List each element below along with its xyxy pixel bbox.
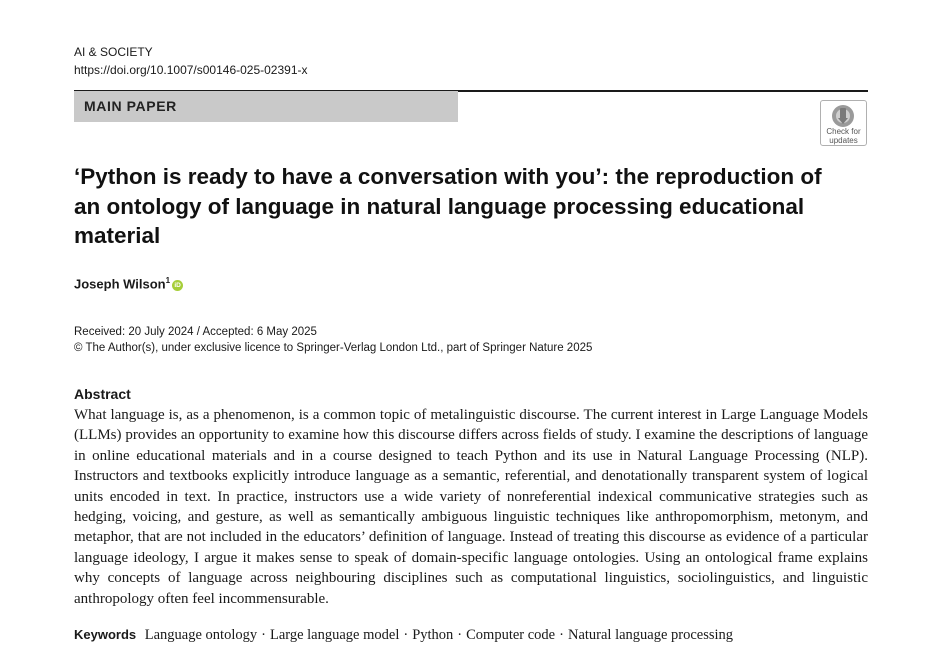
article-dates: Received: 20 July 2024 / Accepted: 6 May 2025 <box>74 326 317 338</box>
check-for-updates-label <box>821 127 866 145</box>
check-for-updates-icon <box>831 104 855 128</box>
keyword-item: Language ontology <box>144 627 258 643</box>
doi-link[interactable]: https://doi.org/10.1007/s00146-025-02391-x <box>74 63 308 77</box>
copyright-notice: © The Author(s), under exclusive licence to Springer-Verlag London Ltd., part of Springer Nature 2025 <box>74 342 593 354</box>
keyword-separator: · <box>261 627 266 643</box>
author-line <box>74 276 183 291</box>
abstract-heading: Abstract <box>74 386 131 402</box>
author-name[interactable]: Joseph Wilson <box>74 276 166 292</box>
check-for-updates-badge[interactable] <box>820 100 867 146</box>
keyword-item: Natural language processing <box>567 627 734 643</box>
orcid-icon[interactable]: iD <box>172 280 183 291</box>
section-band <box>74 91 458 122</box>
article-title: ‘Python is ready to have a conversation with you’: the reproduction of an ontology of language in natural language processing educational material <box>74 164 822 248</box>
keyword-item: Large language model <box>269 627 400 643</box>
keyword-separator: · <box>457 627 463 643</box>
keyword-item: Python <box>412 627 454 643</box>
keywords-label: Keywords <box>74 627 137 642</box>
author-affiliation-mark: 1 <box>165 276 171 285</box>
journal-name: AI & SOCIETY <box>74 45 153 59</box>
keyword-separator: · <box>403 627 409 643</box>
check-for-updates-line2: updates <box>829 136 858 145</box>
check-for-updates-line1: Check for <box>826 127 861 136</box>
keyword-item: Computer code <box>466 627 556 643</box>
abstract-text: What language is, as a phenomenon, is a common topic of metalinguistic discourse. The current interest in Large Language Models (LLMs) provides an opportunity to examine how this discourse differs across fields of study. I examine the descriptions of language in online educational materials and in a course designed to teach Python and its use in Natural Language Processing (NLP). Instructors and textbooks explicitly introduce language as a semantic, referential, and denotationally transparent system of logical units encoded in text. In practice, instructors use a wide variety of nonreferential indexical communicative strategies such as hedging, voicing, and gesture, as well as semantically ambiguous linguistic techniques like anthropomorphism, metonym, and metaphor, that are not included in the educators’ definition of language. Instead of treating this discourse as evidence of a particular language ideology, I argue it makes sense to speak of domain-specific language ontologies. Using an ontological frame explains why concepts of language across neighbouring disciplines such as computational linguistics, sociolinguistics, and linguistic anthropology often feel incommensurable. <box>74 407 868 607</box>
keywords-line <box>74 627 733 644</box>
section-label: MAIN PAPER <box>84 98 177 114</box>
keyword-separator: · <box>559 627 564 643</box>
